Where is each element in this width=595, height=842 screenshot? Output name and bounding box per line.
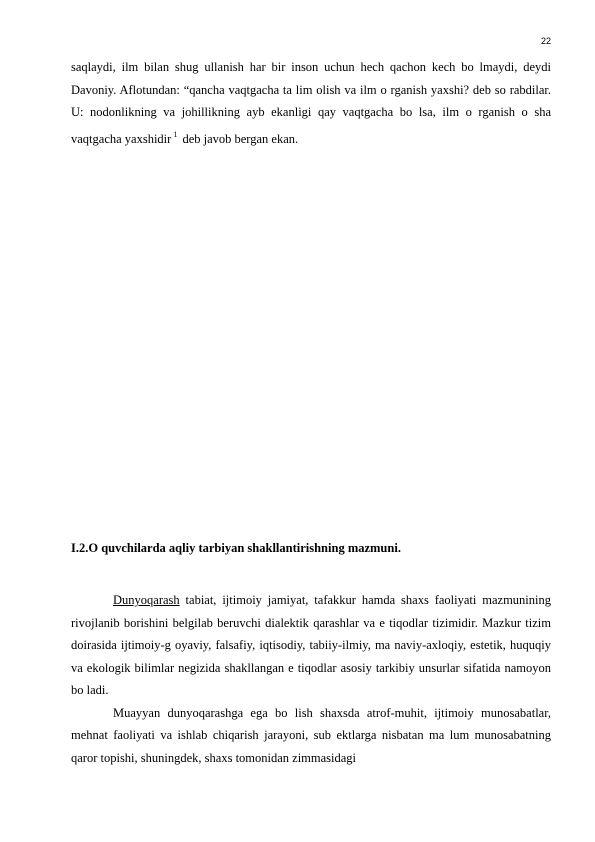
paragraph-worldview-definition [71,589,551,702]
intro-text-end: deb javob bergan ekan. [179,131,299,146]
intro-paragraph [71,56,551,150]
intro-text: saqlaydi, ilm bilan shug ullanish har bir inson uchun hech qachon kech bo lmaydi, deydi Davoniy. Aflotundan: “qancha vaqtgacha ta lim olish va ilm o rganish yaxshi? deb so rabdilar. U: nodonlikning va johillikning ayb ekanligi qay vaqtgacha bo lsa, ilm o rganish o sha vaqtgacha yaxshidir [71,60,551,146]
page-number: 22 [540,36,551,46]
paragraph-text: tabiat, ijtimoiy jamiyat, tafakkur hamda shaxs faoliyati mazmunining rivojlanib borishini belgilab beruvchi dialektik qarashlar va e tiqodlar tizimidir. Mazkur tizim doirasida ijtimoiy-g oyaviy, falsafiy, iqtisodiy, tabiiy-ilmiy, ma naviy-axloqiy, estetik, huquqiy va ekologik bilimlar negizida shakllangan e tiqodlar asosiy tarkibiy unsurlar sifatida namoyon bo ladi. [71,593,551,697]
paragraph-worldview-effects: Muayyan dunyoqarashga ega bo lish shaxsda atrof-muhit, ijtimoiy munosabatlar, mehnat faoliyati va ishlab chiqarish jarayoni, sub ektlarga nisbatan ma lum munosabatning qaror topishi, shuningdek, shaxs tomonidan zimmasidagi [71,705,551,765]
footnote-reference[interactable]: 1 [173,129,178,139]
term-worldview-link[interactable]: Dunyoqarash [113,593,180,607]
section-heading: I.2.O quvchilarda aqliy tarbiyan shakllantirishning mazmuni. [71,541,401,555]
section-body [71,589,551,769]
